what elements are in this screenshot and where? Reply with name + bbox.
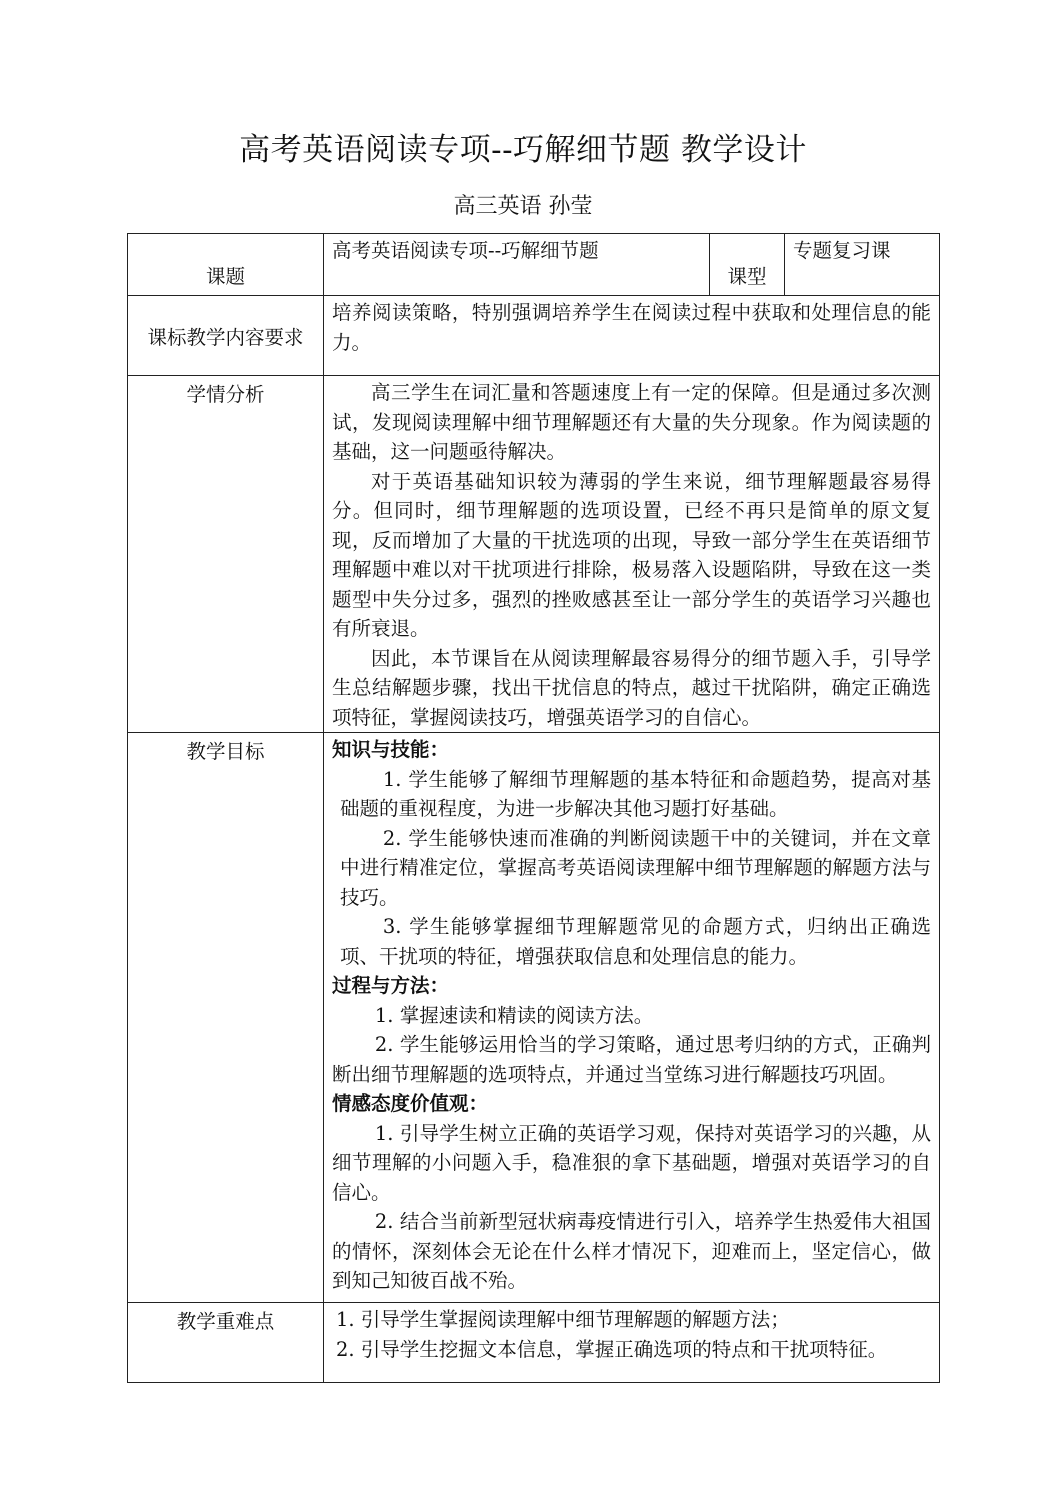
objectives-content bbox=[324, 733, 940, 1303]
standard-row bbox=[128, 296, 940, 376]
attitude-item: 1. 引导学生树立正确的英语学习观，保持对英语学习的兴趣，从细节理解的小问题入手，稳准狠的拿下基础题，增强对英语学习的自信心。 bbox=[332, 1121, 931, 1204]
attitude-item: 2. 结合当前新型冠状病毒疫情进行引入，培养学生热爱伟大祖国的情怀，深刻体会无论在什么样才情况下，迎难而上，坚定信心，做到知己知彼百战不殆。 bbox=[332, 1210, 931, 1292]
knowledge-heading: 知识与技能： bbox=[332, 738, 450, 761]
analysis-label: 学情分析 bbox=[128, 376, 324, 733]
topic-row bbox=[128, 234, 940, 296]
knowledge-item: 1. 学生能够了解细节理解题的基本特征和命题趋势，提高对基础题的重视程度，为进一步解决其他习题打好基础。 bbox=[340, 767, 931, 820]
standard-value: 培养阅读策略，特别强调培养学生在阅读过程中获取和处理信息的能力。 bbox=[324, 296, 940, 376]
keypoints-label: 教学重难点 bbox=[128, 1303, 324, 1383]
keypoint-item: 1. 引导学生掌握阅读理解中细节理解题的解题方法； bbox=[336, 1308, 790, 1331]
topic-value: 高考英语阅读专项--巧解细节题 bbox=[324, 234, 710, 296]
type-value: 专题复习课 bbox=[785, 234, 940, 296]
analysis-row bbox=[128, 376, 940, 733]
analysis-paragraph: 对于英语基础知识较为薄弱的学生来说，细节理解题最容易得分。但同时，细节理解题的选项设置，已经不再只是简单的原文复现，反而增加了大量的干扰选项的出现，导致一部分学生在英语细节理解题中难以对干扰项进行排除，极易落入设题陷阱，导致在这一类题型中失分过多，强烈的挫败感甚至让一部分学生的英语学习兴趣也有所衰退。 bbox=[332, 469, 931, 640]
analysis-paragraph: 高三学生在词汇量和答题速度上有一定的保障。但是通过多次测试，发现阅读理解中细节理解题还有大量的失分现象。作为阅读题的基础，这一问题亟待解决。 bbox=[332, 381, 931, 463]
keypoints-content bbox=[324, 1303, 940, 1383]
keypoints-row bbox=[128, 1303, 940, 1383]
process-item: 2. 学生能够运用恰当的学习策略，通过思考归纳的方式，正确判断出细节理解题的选项特点，并通过当堂练习进行解题技巧巩固。 bbox=[332, 1033, 931, 1086]
knowledge-item: 2. 学生能够快速而准确的判断阅读题干中的关键词，并在文章中进行精准定位，掌握高考英语阅读理解中细节理解题的解题方法与技巧。 bbox=[340, 826, 931, 909]
knowledge-item: 3. 学生能够掌握细节理解题常见的命题方式，归纳出正确选项、干扰项的特征，增强获取信息和处理信息的能力。 bbox=[340, 915, 931, 968]
lesson-plan-table bbox=[127, 233, 940, 1383]
analysis-content bbox=[324, 376, 940, 733]
process-heading: 过程与方法： bbox=[332, 974, 450, 997]
keypoint-item: 2. 引导学生挖掘文本信息，掌握正确选项的特点和干扰项特征。 bbox=[336, 1337, 888, 1361]
document-title: 高考英语阅读专项--巧解细节题 教学设计 bbox=[239, 132, 807, 168]
analysis-paragraph: 因此，本节课旨在从阅读理解最容易得分的细节题入手，引导学生总结解题步骤，找出干扰信息的特点，越过干扰陷阱，确定正确选项特征，掌握阅读技巧，增强英语学习的自信心。 bbox=[332, 646, 931, 729]
topic-label: 课题 bbox=[128, 234, 324, 296]
objectives-row bbox=[128, 733, 940, 1303]
document-subtitle: 高三英语 孙莹 bbox=[453, 194, 593, 219]
attitude-heading: 情感态度价值观： bbox=[332, 1092, 489, 1115]
standard-label: 课标教学内容要求 bbox=[128, 296, 324, 376]
objectives-label: 教学目标 bbox=[128, 733, 324, 1303]
process-item: 1. 掌握速读和精读的阅读方法。 bbox=[374, 1003, 654, 1027]
type-label: 课型 bbox=[710, 234, 785, 296]
